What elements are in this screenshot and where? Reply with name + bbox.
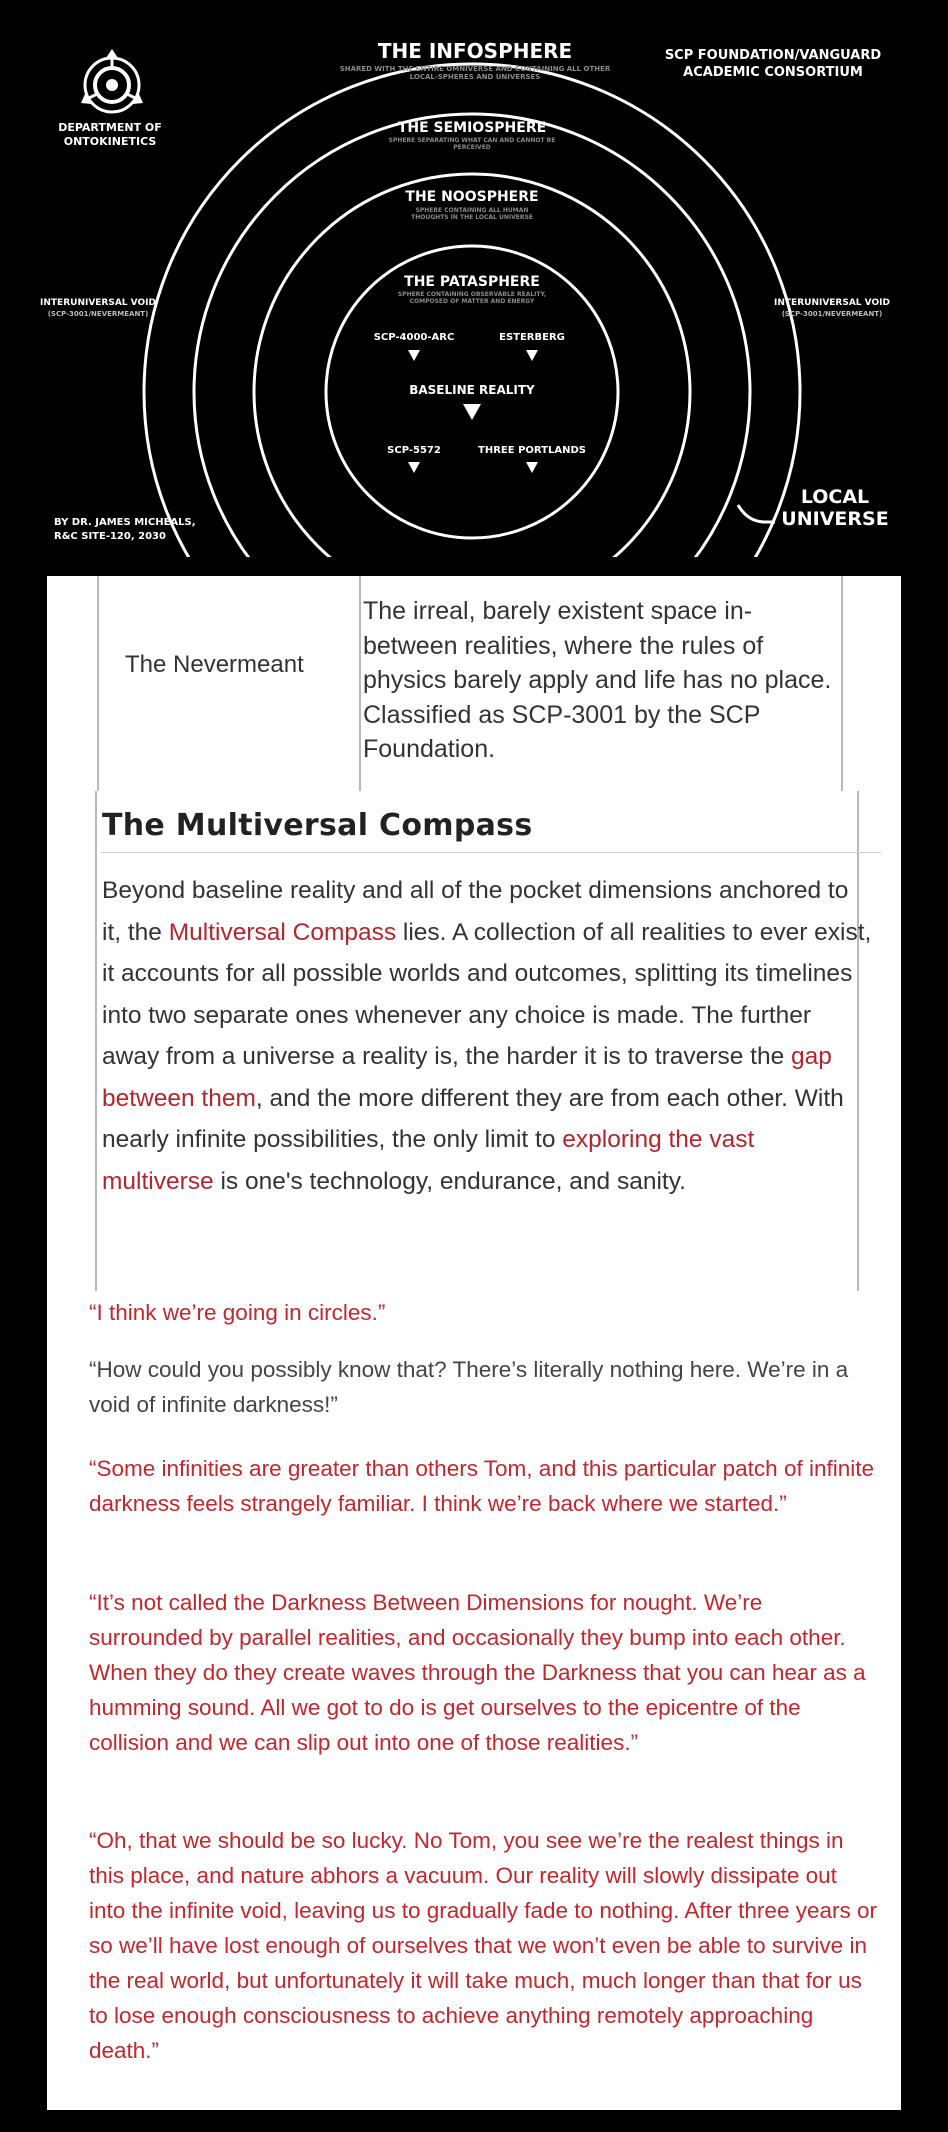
- noosphere-label: THE NOOSPHERE: [405, 189, 539, 205]
- node-scp-4000-arc-marker: [408, 350, 420, 361]
- patasphere-sub: SPHERE CONTAINING OBSERVABLE REALITY, COMPOSED OF MATTER AND ENERGY: [397, 291, 547, 306]
- noosphere-ring: [254, 174, 690, 560]
- department-line2: ONTOKINETICS: [63, 135, 157, 148]
- node-scp-5572: SCP-5572: [387, 445, 441, 456]
- section-title-rule: [101, 852, 881, 853]
- quote-3: “Some infinities are greater than others Tom, and this particular patch of infinite darkness feels strangely familiar. I think we’re back where we started.”: [89, 1456, 874, 1516]
- scp-logo-icon: [81, 49, 143, 112]
- para-text-4: is one's technology, endurance, and sanity.: [213, 1167, 686, 1195]
- noosphere-sub: SPHERE CONTAINING ALL HUMAN THOUGHTS IN THE LOCAL UNIVERSE: [411, 207, 533, 222]
- node-esterberg: ESTERBERG: [499, 332, 565, 343]
- node-three-portlands: THREE PORTLANDS: [478, 445, 586, 456]
- table-cell-name: The Nevermeant: [125, 651, 304, 678]
- section-paragraph: [102, 870, 872, 1202]
- quote-5: “Oh, that we should be so lucky. No Tom, you see we’re the realest things in this place, and nature abhors a vacuum. Our reality will slowly dissipate out into the infinite void, leaving us to gradually fade to nothing. After three years or so we’ll have lost enough of ourselves that we won’t even be able to survive in the real world, but unfortunately it will take much, much longer than that for us to lose enough consciousness to achieve anything remotely approaching death.”: [89, 1828, 877, 2063]
- void-right-line1: INTERUNIVERSAL VOID: [774, 298, 890, 308]
- node-scp-4000-arc: SCP-4000-ARC: [373, 332, 455, 343]
- semiosphere-sub: SPHERE SEPARATING WHAT CAN AND CANNOT BE PERCEIVED: [388, 137, 556, 152]
- exploring-multiverse-link[interactable]: exploring the vast multiverse: [102, 1126, 755, 1195]
- gap-between-them-link[interactable]: gap between them: [102, 1043, 832, 1112]
- header-org-line2: ACADEMIC CONSORTIUM: [683, 65, 863, 80]
- void-left-line2: (SCP-3001/NEVERMEANT): [47, 310, 149, 318]
- multiversal-compass-link[interactable]: Multiversal Compass: [168, 918, 397, 946]
- para-text-1: Beyond baseline reality and all of the pocket dimensions anchored to it, the: [102, 877, 849, 946]
- infosphere-subtitle: SHARED WITH THE ENTIRE OMNIVERSE AND CONTAINING ALL OTHER LOCAL-SPHERES AND UNIVERSES: [339, 65, 611, 82]
- void-left-line1: INTERUNIVERSAL VOID: [40, 298, 156, 308]
- quote-2: “How could you possibly know that? There’s literally nothing here. We’re in a void of infinite darkness!”: [89, 1357, 849, 1417]
- table-border-right: [841, 576, 843, 791]
- wiki-panel: [47, 576, 901, 2110]
- local-universe-line2: UNIVERSE: [781, 508, 889, 530]
- table-cell-description: The irreal, barely existent space in-between realities, where the rules of physics barely apply and life has no place. Classified as SCP-3001 by the SCP Foundation.: [363, 597, 832, 763]
- section-border-left: [95, 791, 97, 1291]
- node-scp-5572-marker: [408, 462, 420, 473]
- node-baseline-reality: BASELINE REALITY: [409, 383, 535, 397]
- department-line1: DEPARTMENT OF: [58, 121, 162, 134]
- para-text-2: lies. A collection of all realities to ever exist, it accounts for all possible worlds and outcomes, splitting its timelines into two separate ones whenever any choice is made. The further away from a universe a reality is, the harder it is to traverse the: [102, 918, 872, 1070]
- credit-line1: BY DR. JAMES MICHEALS,: [54, 517, 196, 528]
- para-text-3: , and the more different they are from each other. With nearly infinite possibilities, the only limit to: [102, 1084, 844, 1153]
- local-universe-line1: LOCAL: [800, 486, 870, 508]
- infosphere-title: THE INFOSPHERE: [377, 39, 573, 63]
- node-three-portlands-marker: [526, 462, 538, 473]
- infosphere-diagram: [0, 0, 948, 560]
- quote-1: “I think we’re going in circles.”: [89, 1300, 386, 1325]
- credit-line2: R&C SITE-120, 2030: [54, 531, 166, 542]
- patasphere-label: THE PATASPHERE: [404, 274, 540, 290]
- node-esterberg-marker: [526, 350, 538, 361]
- section-title: The Multiversal Compass: [102, 808, 533, 843]
- table-border-left: [97, 576, 99, 791]
- table-divider: [359, 576, 361, 791]
- semiosphere-label: THE SEMIOSPHERE: [397, 120, 547, 136]
- node-baseline-reality-marker: [463, 404, 481, 420]
- header-org-line1: SCP FOUNDATION/VANGUARD: [664, 48, 882, 63]
- void-right-line2: (SCP-3001/NEVERMEANT): [781, 310, 883, 318]
- quote-4: “It’s not called the Darkness Between Dimensions for nought. We’re surrounded by parallel realities, and occasionally they bump into each other. When they do they create waves through the Darkness that you can hear as a humming sound. All we got to do is get ourselves to the epicentre of the collision and we can slip out into one of those realities.”: [89, 1590, 866, 1755]
- local-universe-pointer: [738, 505, 775, 522]
